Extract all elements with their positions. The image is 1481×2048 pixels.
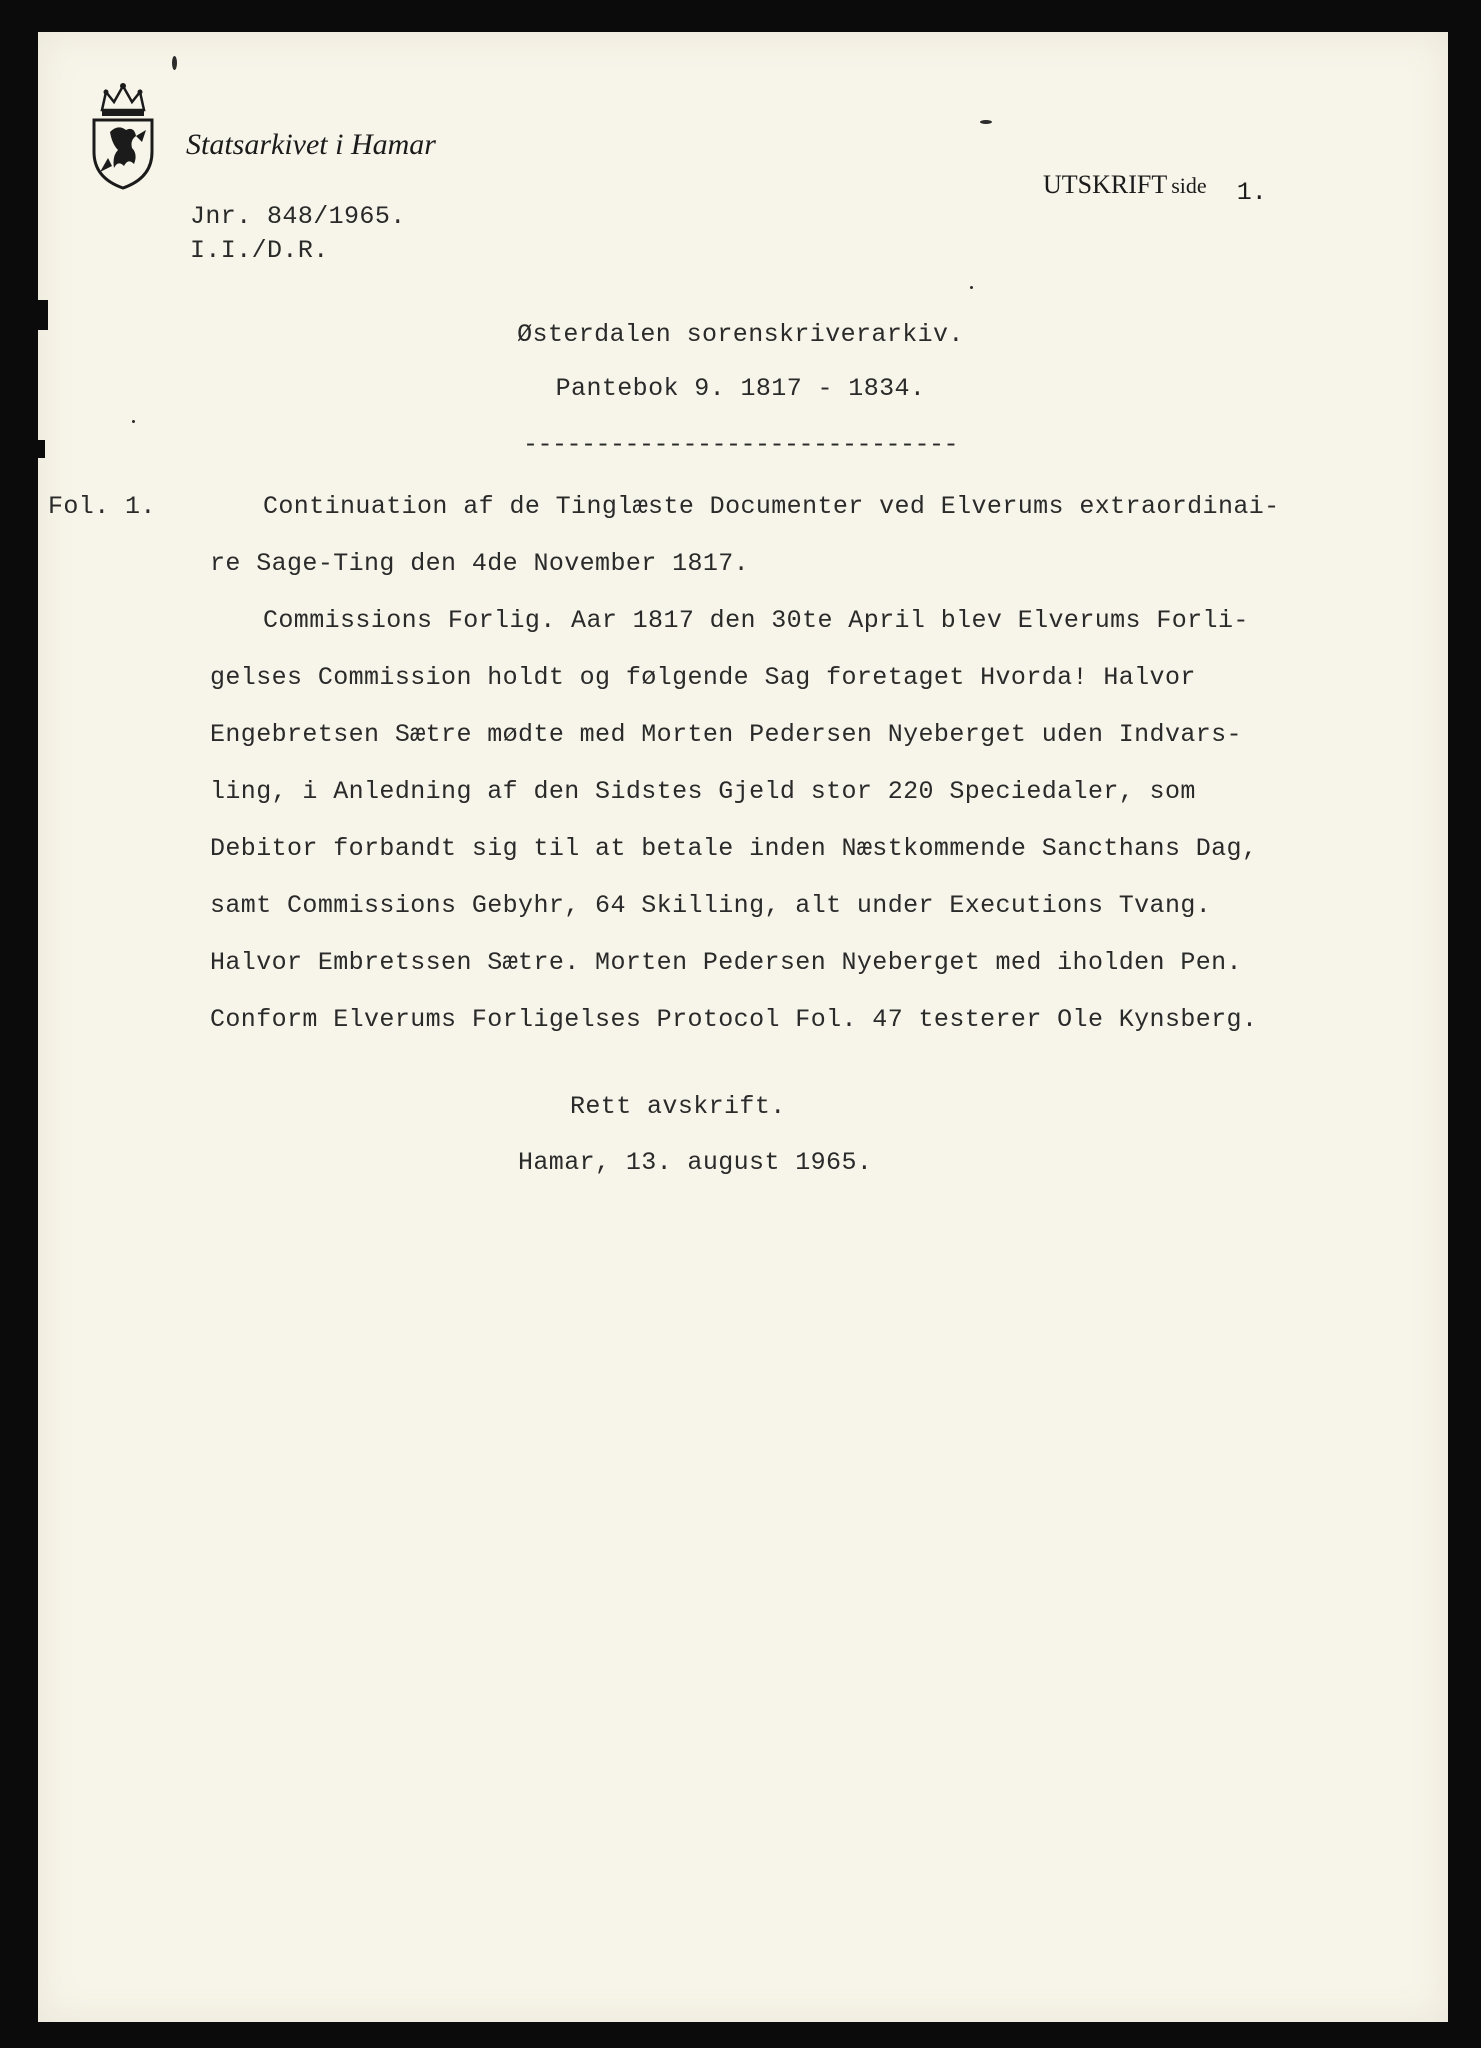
body-line: Commissions Forlig. Aar 1817 den 30te April blev Elverums Forli- [263, 606, 1249, 635]
volume-title: Pantebok 9. 1817 - 1834. [555, 374, 926, 403]
scan-speck [172, 56, 177, 70]
body-line: ling, i Anledning af den Sidstes Gjeld stor 220 Speciedaler, som [210, 777, 1196, 806]
coat-of-arms-icon [88, 80, 158, 192]
scan-speck [980, 120, 992, 124]
initials: I.I./D.R. [190, 236, 329, 265]
scan-speck [132, 420, 135, 423]
body-line: Engebretsen Sætre mødte med Morten Pedersen Nyeberget uden Indvars- [210, 720, 1242, 749]
body-line: Halvor Embretssen Sætre. Morten Pedersen Nyeberget med iholden Pen. [210, 948, 1242, 977]
page-indicator [1043, 170, 1267, 207]
body-line: re Sage-Ting den 4de November 1817. [210, 549, 750, 578]
scan-speck [970, 286, 973, 289]
page-number: 1. [1236, 178, 1267, 207]
utskrift-label: UTSKRIFT [1043, 170, 1168, 199]
body-line: Debitor forbandt sig til at betale inden Næstkommende Sancthans Dag, [210, 834, 1258, 863]
folio-label: Fol. 1. [48, 492, 156, 521]
body-line: samt Commissions Gebyhr, 64 Skilling, alt under Executions Tvang. [210, 891, 1212, 920]
title-rule: ------------------------------ [522, 430, 959, 459]
institution-name: Statsarkivet i Hamar [186, 128, 436, 161]
attestation: Rett avskrift. [570, 1092, 786, 1121]
side-label: side [1171, 173, 1207, 198]
archive-title: Østerdalen sorenskriverarkiv. [517, 320, 964, 349]
body-line: gelses Commission holdt og følgende Sag foretaget Hvorda! Halvor [210, 663, 1196, 692]
body-line: Conform Elverums Forligelses Protocol Fol. 47 testerer Ole Kynsberg. [210, 1005, 1258, 1034]
place-date: Hamar, 13. august 1965. [518, 1148, 873, 1177]
body-line: Continuation af de Tinglæste Documenter ved Elverums extraordinai- [263, 492, 1280, 521]
journal-number: Jnr. 848/1965. [190, 202, 406, 231]
